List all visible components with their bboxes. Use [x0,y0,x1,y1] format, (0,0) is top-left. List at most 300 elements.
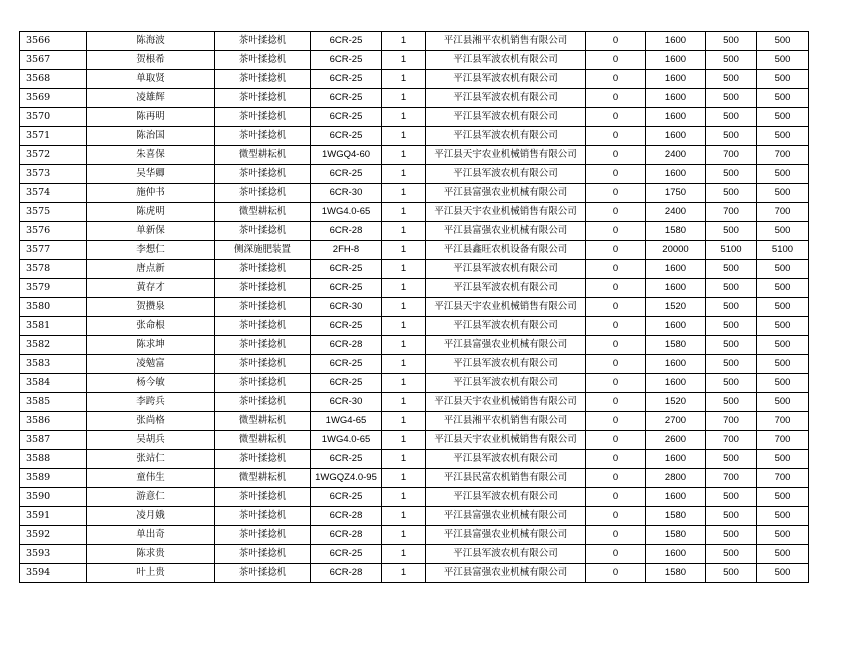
table-row [20,203,809,222]
cell-farmer-name: 叶上贵 [87,564,215,583]
cell-quantity: 1 [382,89,426,108]
cell-dealer: 平江县鑫旺农机设备有限公司 [426,241,586,260]
cell-farmer-name: 黄存才 [87,279,215,298]
table-body [20,32,809,583]
cell-machine-type: 茶叶揉捻机 [215,127,311,146]
cell-subsidy-total: 500 [757,108,809,127]
cell-farmer-name: 童伟生 [87,469,215,488]
cell-dealer: 平江县天宇农业机械销售有限公司 [426,298,586,317]
cell-price: 1600 [646,89,706,108]
cell-dealer: 平江县天宇农业机械销售有限公司 [426,146,586,165]
cell-dealer: 平江县军波农机有限公司 [426,260,586,279]
cell-farmer-name: 凌勉富 [87,355,215,374]
cell-machine-type: 茶叶揉捻机 [215,108,311,127]
cell-price: 1580 [646,336,706,355]
cell-model: 6CR-28 [311,507,382,526]
cell-row-id: 3566 [20,32,87,51]
cell-farmer-name: 施仲书 [87,184,215,203]
cell-price: 1600 [646,51,706,70]
cell-quantity: 1 [382,184,426,203]
cell-row-id: 3572 [20,146,87,165]
cell-subsidy-total: 700 [757,431,809,450]
cell-machine-type: 侧深施肥装置 [215,241,311,260]
cell-machine-type: 茶叶揉捻机 [215,526,311,545]
table-row [20,431,809,450]
table-row [20,298,809,317]
cell-dealer: 平江县军波农机有限公司 [426,317,586,336]
cell-machine-type: 茶叶揉捻机 [215,222,311,241]
cell-subsidy-total: 700 [757,146,809,165]
cell-dealer: 平江县军波农机有限公司 [426,374,586,393]
cell-quantity: 1 [382,545,426,564]
cell-subsidy: 500 [706,108,757,127]
cell-subsidy-total: 500 [757,127,809,146]
cell-col-zero: 0 [586,469,646,488]
table-row [20,393,809,412]
cell-col-zero: 0 [586,222,646,241]
cell-model: 6CR-25 [311,374,382,393]
cell-subsidy: 500 [706,184,757,203]
cell-price: 1600 [646,545,706,564]
cell-col-zero: 0 [586,32,646,51]
cell-row-id: 3588 [20,450,87,469]
cell-col-zero: 0 [586,336,646,355]
cell-model: 6CR-25 [311,165,382,184]
cell-subsidy-total: 500 [757,317,809,336]
cell-machine-type: 微型耕耘机 [215,203,311,222]
cell-dealer: 平江县富强农业机械有限公司 [426,184,586,203]
cell-row-id: 3584 [20,374,87,393]
cell-dealer: 平江县军波农机有限公司 [426,127,586,146]
cell-model: 6CR-25 [311,127,382,146]
cell-price: 20000 [646,241,706,260]
cell-model: 6CR-25 [311,260,382,279]
cell-machine-type: 茶叶揉捻机 [215,165,311,184]
cell-subsidy: 700 [706,412,757,431]
cell-col-zero: 0 [586,564,646,583]
cell-row-id: 3574 [20,184,87,203]
cell-col-zero: 0 [586,393,646,412]
cell-machine-type: 茶叶揉捻机 [215,184,311,203]
cell-subsidy: 500 [706,488,757,507]
cell-price: 1520 [646,393,706,412]
cell-price: 1600 [646,260,706,279]
cell-price: 1580 [646,507,706,526]
cell-quantity: 1 [382,507,426,526]
cell-dealer: 平江县军波农机有限公司 [426,545,586,564]
table-row [20,108,809,127]
cell-model: 6CR-25 [311,450,382,469]
cell-farmer-name: 张尚格 [87,412,215,431]
cell-machine-type: 茶叶揉捻机 [215,298,311,317]
cell-subsidy-total: 500 [757,165,809,184]
table-row [20,127,809,146]
cell-machine-type: 茶叶揉捻机 [215,260,311,279]
table-row [20,507,809,526]
table-row [20,70,809,89]
cell-col-zero: 0 [586,355,646,374]
table-row [20,260,809,279]
cell-machine-type: 茶叶揉捻机 [215,393,311,412]
cell-price: 1600 [646,374,706,393]
cell-subsidy: 500 [706,450,757,469]
cell-subsidy-total: 500 [757,545,809,564]
cell-quantity: 1 [382,279,426,298]
cell-subsidy: 500 [706,222,757,241]
cell-col-zero: 0 [586,108,646,127]
cell-farmer-name: 陈求坤 [87,336,215,355]
cell-farmer-name: 单取贤 [87,70,215,89]
cell-col-zero: 0 [586,279,646,298]
cell-subsidy: 500 [706,298,757,317]
cell-dealer: 平江县富强农业机械有限公司 [426,336,586,355]
cell-model: 6CR-25 [311,108,382,127]
cell-quantity: 1 [382,222,426,241]
cell-subsidy-total: 500 [757,279,809,298]
cell-subsidy-total: 500 [757,89,809,108]
cell-price: 1520 [646,298,706,317]
cell-price: 1580 [646,526,706,545]
cell-dealer: 平江县军波农机有限公司 [426,450,586,469]
cell-farmer-name: 李想仁 [87,241,215,260]
cell-col-zero: 0 [586,317,646,336]
cell-price: 2400 [646,146,706,165]
cell-price: 1600 [646,165,706,184]
table-row [20,488,809,507]
cell-model: 6CR-25 [311,317,382,336]
cell-row-id: 3590 [20,488,87,507]
cell-model: 6CR-28 [311,526,382,545]
cell-subsidy: 700 [706,203,757,222]
cell-subsidy-total: 500 [757,564,809,583]
cell-quantity: 1 [382,412,426,431]
cell-quantity: 1 [382,488,426,507]
cell-quantity: 1 [382,393,426,412]
cell-quantity: 1 [382,51,426,70]
cell-col-zero: 0 [586,298,646,317]
cell-subsidy: 500 [706,507,757,526]
cell-price: 1600 [646,355,706,374]
cell-subsidy: 500 [706,127,757,146]
cell-subsidy-total: 500 [757,336,809,355]
cell-subsidy-total: 500 [757,355,809,374]
cell-model: 1WGQ4-60 [311,146,382,165]
cell-farmer-name: 李跨兵 [87,393,215,412]
cell-price: 1600 [646,279,706,298]
cell-dealer: 平江县军波农机有限公司 [426,70,586,89]
cell-dealer: 平江县富强农业机械有限公司 [426,564,586,583]
cell-subsidy: 500 [706,32,757,51]
table-row [20,545,809,564]
cell-model: 6CR-25 [311,89,382,108]
cell-machine-type: 茶叶揉捻机 [215,545,311,564]
cell-farmer-name: 贺攒泉 [87,298,215,317]
cell-col-zero: 0 [586,165,646,184]
cell-subsidy: 500 [706,317,757,336]
table-row [20,526,809,545]
cell-subsidy: 700 [706,146,757,165]
cell-quantity: 1 [382,203,426,222]
cell-subsidy: 500 [706,545,757,564]
cell-price: 2600 [646,431,706,450]
cell-farmer-name: 张站仁 [87,450,215,469]
cell-quantity: 1 [382,260,426,279]
cell-subsidy: 500 [706,260,757,279]
cell-machine-type: 茶叶揉捻机 [215,450,311,469]
cell-row-id: 3575 [20,203,87,222]
cell-dealer: 平江县富强农业机械有限公司 [426,222,586,241]
cell-quantity: 1 [382,336,426,355]
cell-model: 6CR-25 [311,51,382,70]
cell-row-id: 3578 [20,260,87,279]
table-row [20,564,809,583]
cell-quantity: 1 [382,298,426,317]
table-row [20,222,809,241]
cell-price: 1600 [646,317,706,336]
cell-col-zero: 0 [586,450,646,469]
cell-machine-type: 茶叶揉捻机 [215,70,311,89]
cell-dealer: 平江县民富农机销售有限公司 [426,469,586,488]
cell-machine-type: 微型耕耘机 [215,469,311,488]
cell-quantity: 1 [382,127,426,146]
cell-row-id: 3569 [20,89,87,108]
cell-farmer-name: 单出奇 [87,526,215,545]
cell-machine-type: 茶叶揉捻机 [215,355,311,374]
cell-model: 1WG4.0-65 [311,203,382,222]
cell-subsidy-total: 500 [757,374,809,393]
cell-row-id: 3594 [20,564,87,583]
cell-model: 6CR-30 [311,184,382,203]
cell-subsidy: 5100 [706,241,757,260]
cell-subsidy-total: 500 [757,70,809,89]
cell-machine-type: 茶叶揉捻机 [215,51,311,70]
cell-machine-type: 茶叶揉捻机 [215,374,311,393]
cell-farmer-name: 陈治国 [87,127,215,146]
cell-subsidy-total: 500 [757,450,809,469]
cell-row-id: 3592 [20,526,87,545]
cell-subsidy-total: 500 [757,298,809,317]
cell-col-zero: 0 [586,374,646,393]
cell-subsidy: 500 [706,51,757,70]
cell-row-id: 3593 [20,545,87,564]
cell-farmer-name: 吴华卿 [87,165,215,184]
cell-model: 2FH-8 [311,241,382,260]
cell-subsidy-total: 500 [757,488,809,507]
table-row [20,89,809,108]
cell-farmer-name: 陈求贵 [87,545,215,564]
cell-farmer-name: 陈海波 [87,32,215,51]
cell-subsidy: 500 [706,279,757,298]
table-row [20,241,809,260]
cell-price: 1600 [646,488,706,507]
cell-model: 6CR-25 [311,32,382,51]
cell-subsidy: 500 [706,89,757,108]
cell-subsidy: 500 [706,526,757,545]
cell-price: 1600 [646,32,706,51]
cell-dealer: 平江县军波农机有限公司 [426,488,586,507]
cell-quantity: 1 [382,32,426,51]
cell-farmer-name: 游意仁 [87,488,215,507]
cell-price: 2800 [646,469,706,488]
cell-subsidy: 700 [706,431,757,450]
table-row [20,32,809,51]
cell-dealer: 平江县军波农机有限公司 [426,165,586,184]
cell-row-id: 3567 [20,51,87,70]
cell-col-zero: 0 [586,184,646,203]
cell-row-id: 3585 [20,393,87,412]
cell-machine-type: 茶叶揉捻机 [215,564,311,583]
table-row [20,165,809,184]
cell-farmer-name: 单新保 [87,222,215,241]
cell-subsidy: 500 [706,165,757,184]
cell-quantity: 1 [382,108,426,127]
cell-subsidy: 500 [706,70,757,89]
cell-price: 1600 [646,450,706,469]
cell-model: 6CR-25 [311,70,382,89]
cell-row-id: 3577 [20,241,87,260]
cell-farmer-name: 朱喜保 [87,146,215,165]
table-row [20,317,809,336]
cell-model: 6CR-30 [311,298,382,317]
cell-row-id: 3573 [20,165,87,184]
table-row [20,355,809,374]
cell-subsidy: 500 [706,393,757,412]
cell-quantity: 1 [382,450,426,469]
cell-col-zero: 0 [586,241,646,260]
cell-machine-type: 茶叶揉捻机 [215,32,311,51]
cell-dealer: 平江县军波农机有限公司 [426,89,586,108]
cell-quantity: 1 [382,374,426,393]
cell-farmer-name: 杨今敏 [87,374,215,393]
cell-dealer: 平江县天宇农业机械销售有限公司 [426,393,586,412]
cell-row-id: 3571 [20,127,87,146]
table-row [20,51,809,70]
cell-col-zero: 0 [586,260,646,279]
cell-dealer: 平江县富强农业机械有限公司 [426,507,586,526]
subsidy-table [19,31,809,583]
cell-quantity: 1 [382,431,426,450]
table-row [20,374,809,393]
cell-dealer: 平江县湘平农机销售有限公司 [426,412,586,431]
table-row [20,412,809,431]
cell-dealer: 平江县天宇农业机械销售有限公司 [426,431,586,450]
cell-quantity: 1 [382,355,426,374]
cell-machine-type: 茶叶揉捻机 [215,279,311,298]
cell-farmer-name: 张命根 [87,317,215,336]
cell-subsidy-total: 500 [757,507,809,526]
cell-farmer-name: 凌雄辉 [87,89,215,108]
cell-machine-type: 茶叶揉捻机 [215,336,311,355]
cell-price: 1600 [646,108,706,127]
cell-dealer: 平江县军波农机有限公司 [426,108,586,127]
cell-price: 1600 [646,127,706,146]
table-row [20,279,809,298]
cell-subsidy: 500 [706,355,757,374]
cell-model: 6CR-28 [311,564,382,583]
cell-col-zero: 0 [586,412,646,431]
cell-quantity: 1 [382,241,426,260]
cell-subsidy: 700 [706,469,757,488]
cell-dealer: 平江县军波农机有限公司 [426,51,586,70]
cell-row-id: 3579 [20,279,87,298]
cell-price: 2400 [646,203,706,222]
cell-row-id: 3586 [20,412,87,431]
cell-subsidy: 500 [706,336,757,355]
cell-col-zero: 0 [586,51,646,70]
cell-model: 6CR-30 [311,393,382,412]
cell-row-id: 3587 [20,431,87,450]
cell-subsidy-total: 5100 [757,241,809,260]
cell-dealer: 平江县天宇农业机械销售有限公司 [426,203,586,222]
cell-subsidy-total: 500 [757,526,809,545]
cell-model: 6CR-25 [311,279,382,298]
cell-row-id: 3582 [20,336,87,355]
cell-row-id: 3580 [20,298,87,317]
cell-machine-type: 茶叶揉捻机 [215,317,311,336]
cell-farmer-name: 唐点新 [87,260,215,279]
cell-machine-type: 微型耕耘机 [215,412,311,431]
cell-price: 1750 [646,184,706,203]
cell-col-zero: 0 [586,70,646,89]
cell-model: 1WG4.0-65 [311,431,382,450]
cell-farmer-name: 陈虎明 [87,203,215,222]
cell-quantity: 1 [382,526,426,545]
cell-quantity: 1 [382,469,426,488]
cell-row-id: 3568 [20,70,87,89]
cell-col-zero: 0 [586,203,646,222]
cell-subsidy-total: 500 [757,184,809,203]
cell-model: 1WG4-65 [311,412,382,431]
cell-col-zero: 0 [586,146,646,165]
cell-price: 2700 [646,412,706,431]
cell-row-id: 3591 [20,507,87,526]
cell-row-id: 3581 [20,317,87,336]
cell-machine-type: 茶叶揉捻机 [215,507,311,526]
cell-machine-type: 茶叶揉捻机 [215,89,311,108]
table-row [20,336,809,355]
cell-price: 1580 [646,564,706,583]
cell-quantity: 1 [382,317,426,336]
cell-farmer-name: 吴胡兵 [87,431,215,450]
cell-subsidy-total: 500 [757,260,809,279]
cell-model: 6CR-28 [311,222,382,241]
cell-dealer: 平江县军波农机有限公司 [426,279,586,298]
cell-subsidy-total: 700 [757,469,809,488]
table-row [20,184,809,203]
cell-col-zero: 0 [586,127,646,146]
cell-subsidy-total: 500 [757,222,809,241]
cell-quantity: 1 [382,70,426,89]
cell-col-zero: 0 [586,526,646,545]
cell-col-zero: 0 [586,507,646,526]
cell-subsidy-total: 500 [757,393,809,412]
cell-price: 1600 [646,70,706,89]
cell-col-zero: 0 [586,431,646,450]
cell-row-id: 3570 [20,108,87,127]
cell-dealer: 平江县富强农业机械有限公司 [426,526,586,545]
cell-model: 1WGQZ4.0-95 [311,469,382,488]
cell-price: 1580 [646,222,706,241]
table-row [20,450,809,469]
cell-quantity: 1 [382,564,426,583]
cell-machine-type: 微型耕耘机 [215,146,311,165]
cell-farmer-name: 凌月娥 [87,507,215,526]
cell-model: 6CR-25 [311,355,382,374]
cell-row-id: 3589 [20,469,87,488]
cell-col-zero: 0 [586,545,646,564]
cell-model: 6CR-28 [311,336,382,355]
cell-quantity: 1 [382,165,426,184]
